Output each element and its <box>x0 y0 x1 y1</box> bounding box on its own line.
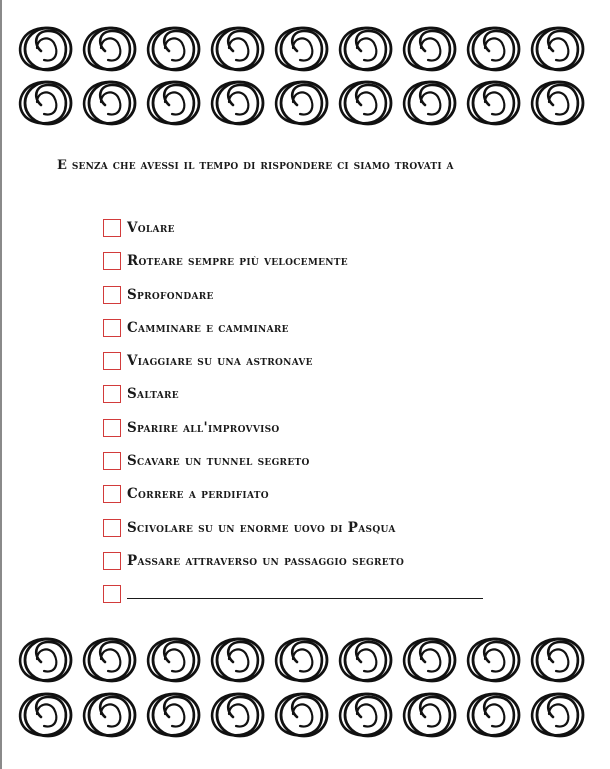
swirl-spiral-icon <box>276 82 327 124</box>
swirl-spiral-icon <box>20 82 71 124</box>
option-label: Correre a perdifiato <box>127 486 269 503</box>
swirl-spiral-icon <box>404 28 455 70</box>
prompt-text: E senza che avessi il tempo di rispondere ci siamo trovati a <box>57 158 454 173</box>
option-label: Sparire all'improvviso <box>127 419 280 436</box>
option-item <box>103 317 483 350</box>
swirl-spiral-icon <box>276 28 327 70</box>
swirl-spiral-icon <box>148 28 199 70</box>
checkbox[interactable] <box>103 485 121 503</box>
swirl-spiral-icon <box>84 694 135 736</box>
swirl-spiral-icon <box>20 694 71 736</box>
top-border-row-1 <box>18 24 594 74</box>
checkbox[interactable] <box>103 352 121 370</box>
option-item <box>103 284 483 317</box>
option-item <box>103 383 483 416</box>
swirl-spiral-icon <box>468 694 519 736</box>
swirl-spiral-icon <box>532 28 583 70</box>
swirl-spiral-icon <box>532 694 583 736</box>
option-item <box>103 517 483 550</box>
swirl-spiral-icon <box>212 28 263 70</box>
swirl-spiral-icon <box>532 82 583 124</box>
swirl-spiral-icon <box>404 82 455 124</box>
option-label: Passare attraverso un passaggio segreto <box>127 552 405 569</box>
option-item <box>103 250 483 283</box>
option-item <box>103 483 483 516</box>
option-label: Viaggiare su una astronave <box>127 353 313 370</box>
swirl-spiral-icon <box>84 28 135 70</box>
swirl-spiral-icon <box>404 639 455 681</box>
swirl-spiral-icon <box>84 82 135 124</box>
swirl-spiral-icon <box>276 639 327 681</box>
option-label: Scavare un tunnel segreto <box>127 453 310 470</box>
option-label: Sprofondare <box>127 286 214 303</box>
swirl-spiral-icon <box>20 28 71 70</box>
checkbox[interactable] <box>103 385 121 403</box>
swirl-spiral-icon <box>212 694 263 736</box>
option-item-blank <box>103 583 483 616</box>
checkbox[interactable] <box>103 319 121 337</box>
checkbox[interactable] <box>103 219 121 237</box>
option-label: Volare <box>127 220 175 236</box>
swirl-spiral-icon <box>532 639 583 681</box>
option-label: Scivolare su un enorme uovo di Pasqua <box>127 519 396 536</box>
option-label: Camminare e camminare <box>127 319 289 336</box>
bottom-border-row-1 <box>18 635 594 685</box>
bottom-border-row-2 <box>18 690 594 740</box>
swirl-spiral-icon <box>468 82 519 124</box>
swirl-spiral-icon <box>148 694 199 736</box>
checkbox[interactable] <box>103 252 121 270</box>
swirl-spiral-icon <box>212 82 263 124</box>
checkbox[interactable] <box>103 419 121 437</box>
swirl-spiral-icon <box>340 82 391 124</box>
option-label: Roteare sempre più velocemente <box>127 253 348 270</box>
checkbox[interactable] <box>103 552 121 570</box>
swirl-spiral-icon <box>148 82 199 124</box>
options-list <box>103 217 483 617</box>
option-item <box>103 350 483 383</box>
swirl-spiral-icon <box>468 639 519 681</box>
checkbox[interactable] <box>103 286 121 304</box>
swirl-spiral-icon <box>20 639 71 681</box>
swirl-spiral-icon <box>84 639 135 681</box>
write-in-line[interactable] <box>127 583 483 599</box>
page-edge <box>0 0 2 769</box>
swirl-spiral-icon <box>340 28 391 70</box>
swirl-spiral-icon <box>276 694 327 736</box>
swirl-spiral-icon <box>468 28 519 70</box>
top-border-row-2 <box>18 78 594 128</box>
checkbox[interactable] <box>103 519 121 537</box>
option-item <box>103 450 483 483</box>
checkbox[interactable] <box>103 585 121 603</box>
swirl-spiral-icon <box>340 639 391 681</box>
option-item <box>103 417 483 450</box>
swirl-spiral-icon <box>340 694 391 736</box>
option-item <box>103 550 483 583</box>
swirl-spiral-icon <box>148 639 199 681</box>
swirl-spiral-icon <box>212 639 263 681</box>
option-label: Saltare <box>127 386 179 403</box>
checkbox[interactable] <box>103 452 121 470</box>
swirl-spiral-icon <box>404 694 455 736</box>
option-item <box>103 217 483 250</box>
